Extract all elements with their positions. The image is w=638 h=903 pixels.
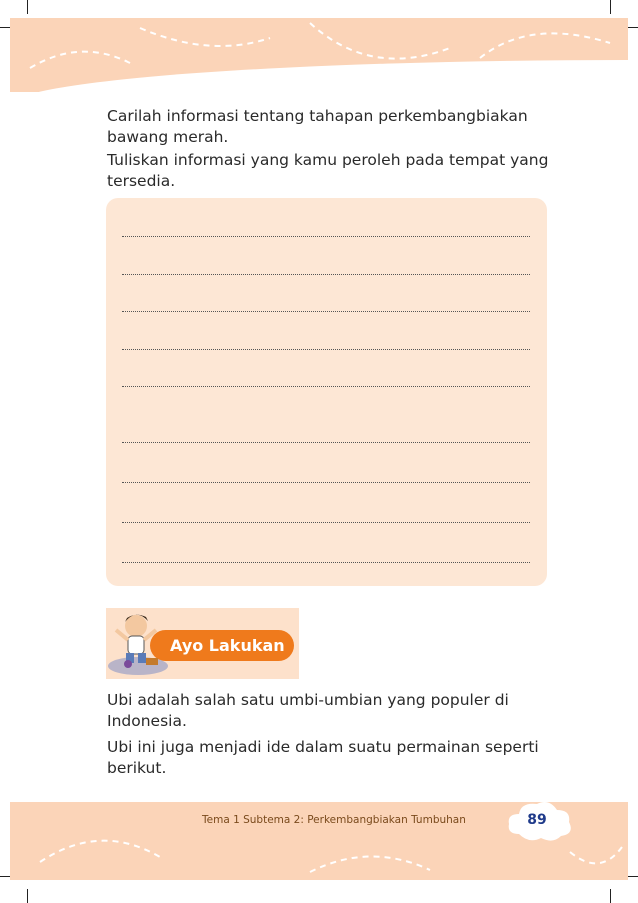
answer-line[interactable] [122, 274, 530, 275]
answer-line[interactable] [122, 311, 530, 312]
footer-chapter-label: Tema 1 Subtema 2: Perkembangbiakan Tumbuhan [202, 814, 466, 826]
crop-mark [27, 889, 28, 903]
body-paragraph-2: Ubi ini juga menjadi ide dalam suatu permainan seperti berikut. [107, 738, 539, 777]
answer-line[interactable] [122, 482, 530, 483]
answer-line[interactable] [122, 522, 530, 523]
crop-mark [610, 889, 611, 903]
answer-box [106, 198, 547, 586]
answer-line[interactable] [122, 349, 530, 350]
activity-banner-label: Ayo Lakukan [170, 636, 285, 655]
child-playing-illustration-icon [106, 608, 176, 679]
activity-banner [106, 608, 299, 679]
body-paragraph-1: Ubi adalah salah satu umbi-umbian yang populer di Indonesia. [107, 691, 509, 730]
instruction-paragraph-1: Carilah informasi tentang tahapan perkembangbiakan bawang merah. [107, 107, 528, 146]
page-number: 89 [527, 812, 547, 828]
answer-line[interactable] [122, 236, 530, 237]
answer-line[interactable] [122, 386, 530, 387]
answer-line[interactable] [122, 562, 530, 563]
crop-mark [610, 0, 611, 14]
instruction-paragraph-2: Tuliskan informasi yang kamu peroleh pada tempat yang tersedia. [107, 151, 549, 190]
header-dashed-decoration [10, 18, 628, 108]
crop-mark [27, 0, 28, 14]
answer-line[interactable] [122, 442, 530, 443]
